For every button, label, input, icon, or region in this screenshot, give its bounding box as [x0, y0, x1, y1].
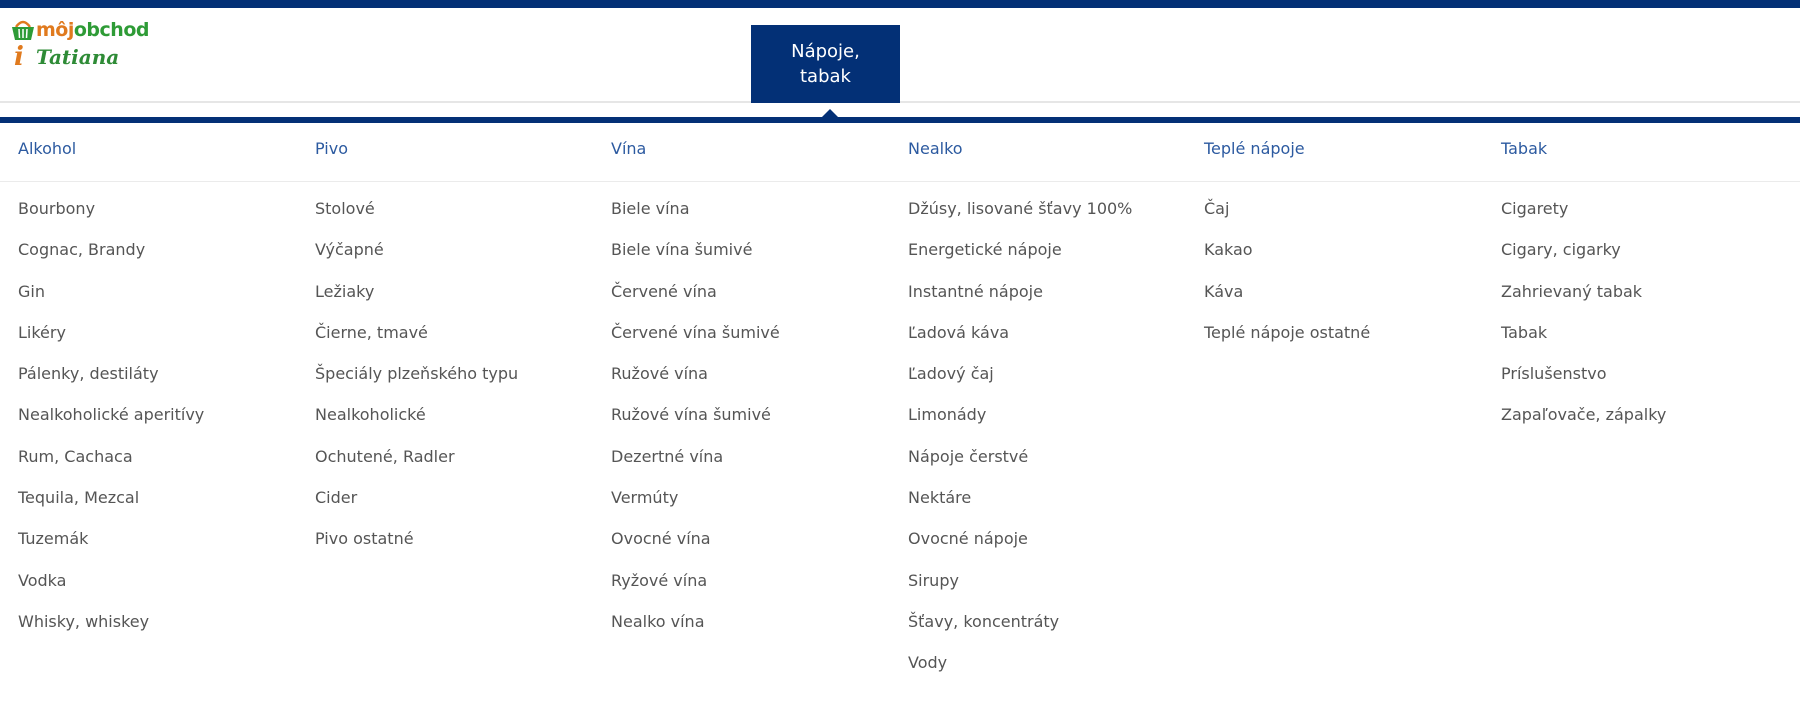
logo-name: Tatiana: [36, 45, 120, 69]
top-accent-stripe: [0, 0, 1800, 8]
subcategory-link[interactable]: Čierne, tmavé: [315, 322, 428, 342]
nav-tab-label-line1: Nápoje,: [791, 41, 860, 62]
subcategory-link[interactable]: Vermúty: [611, 488, 679, 508]
subcategory-list: [18, 188, 308, 642]
subcategory-link[interactable]: Káva: [1204, 281, 1244, 301]
subcategory-link[interactable]: Vody: [908, 653, 948, 673]
subcategory-link[interactable]: Ležiaky: [315, 281, 375, 301]
subcategory-link[interactable]: Instantné nápoje: [908, 281, 1043, 301]
subcategory-list: [1501, 188, 1791, 436]
category-header-row: [0, 123, 1800, 182]
subcategory-link[interactable]: Ľadový čaj: [908, 364, 994, 384]
subcategory-link[interactable]: Nealkoholické: [315, 405, 426, 425]
subcategory-link[interactable]: Špeciály plzeňského typu: [315, 364, 519, 384]
subcategory-list: [908, 188, 1198, 684]
subcategory-link[interactable]: Výčapné: [315, 240, 384, 260]
subcategory-list: [315, 188, 605, 560]
subcategory-link[interactable]: Ružové vína: [611, 364, 708, 384]
subcategory-link[interactable]: Ovocné vína: [611, 529, 711, 549]
category-column-tabak: [1501, 188, 1791, 436]
subcategory-link[interactable]: Zapaľovače, zápalky: [1501, 405, 1667, 425]
subcategory-link[interactable]: Džúsy, lisované šťavy 100%: [908, 199, 1133, 218]
subcategory-link[interactable]: Nealkoholické aperitívy: [18, 405, 205, 425]
category-column-vina: [611, 188, 901, 642]
subcategory-link[interactable]: Teplé nápoje ostatné: [1204, 322, 1371, 342]
category-title-vina[interactable]: Vína: [611, 139, 647, 158]
subcategory-link[interactable]: Limonády: [908, 405, 987, 425]
subcategory-link[interactable]: Dezertné vína: [611, 446, 724, 466]
nav-tab-label: [791, 39, 860, 89]
subcategory-link[interactable]: Zahrievaný tabak: [1501, 281, 1643, 301]
logo-wordmark-suffix: obchod: [73, 19, 149, 41]
site-logo[interactable]: [10, 12, 160, 72]
subcategory-link[interactable]: Sirupy: [908, 570, 959, 590]
category-title-teple-napoje[interactable]: Teplé nápoje: [1204, 139, 1305, 158]
subcategory-list: [611, 188, 901, 642]
subcategory-link[interactable]: Ryžové vína: [611, 570, 708, 590]
category-column-alkohol: [18, 188, 308, 642]
subcategory-link[interactable]: Whisky, whiskey: [18, 611, 150, 631]
category-title-tabak[interactable]: Tabak: [1501, 139, 1548, 158]
logo-wordmark: [36, 18, 149, 42]
subcategory-link[interactable]: Nápoje čerstvé: [908, 446, 1029, 466]
mega-menu: [0, 123, 1800, 706]
subcategory-link[interactable]: Biele vína: [611, 199, 690, 218]
subcategory-link[interactable]: Rum, Cachaca: [18, 446, 133, 466]
subcategory-link[interactable]: Stolové: [315, 199, 375, 218]
nav-tab-napoje-tabak[interactable]: [751, 25, 900, 103]
category-title-nealko[interactable]: Nealko: [908, 139, 963, 158]
subcategory-link[interactable]: Šťavy, koncentráty: [908, 611, 1060, 631]
subcategory-link[interactable]: Energetické nápoje: [908, 240, 1062, 260]
subcategory-link[interactable]: Tequila, Mezcal: [18, 488, 140, 508]
subcategory-link[interactable]: Tuzemák: [18, 529, 89, 549]
subcategory-link[interactable]: Bourbony: [18, 199, 96, 218]
subcategory-link[interactable]: Cigary, cigarky: [1501, 240, 1621, 260]
subcategory-link[interactable]: Čaj: [1204, 199, 1230, 218]
subcategory-link[interactable]: Cider: [315, 488, 358, 508]
category-column-teple-napoje: [1204, 188, 1494, 353]
site-header: [0, 8, 1800, 103]
subcategory-link[interactable]: Nektáre: [908, 488, 972, 508]
logo-initial: i: [14, 42, 24, 72]
subcategory-link[interactable]: Likéry: [18, 322, 66, 342]
subcategory-link[interactable]: Kakao: [1204, 240, 1253, 260]
category-title-alkohol[interactable]: Alkohol: [18, 139, 77, 158]
subcategory-link[interactable]: Ružové vína šumivé: [611, 405, 771, 425]
subcategory-link[interactable]: Ovocné nápoje: [908, 529, 1028, 549]
subcategory-link[interactable]: Nealko vína: [611, 611, 705, 631]
subcategory-link[interactable]: Pivo ostatné: [315, 529, 414, 549]
subcategory-link[interactable]: Vodka: [18, 570, 67, 590]
subcategory-link[interactable]: Cigarety: [1501, 199, 1569, 218]
category-column-nealko: [908, 188, 1198, 684]
category-title-pivo[interactable]: Pivo: [315, 139, 348, 158]
subcategory-link[interactable]: Červené vína: [611, 281, 717, 301]
subcategory-link[interactable]: Tabak: [1501, 322, 1548, 342]
basket-icon: [10, 18, 36, 42]
subcategory-link[interactable]: Cognac, Brandy: [18, 240, 146, 260]
subcategory-link[interactable]: Biele vína šumivé: [611, 240, 753, 260]
subcategory-list: [1204, 188, 1494, 353]
subcategory-link[interactable]: Ochutené, Radler: [315, 446, 455, 466]
category-column-pivo: [315, 188, 605, 560]
subcategory-link[interactable]: Príslušenstvo: [1501, 364, 1607, 384]
subcategory-link[interactable]: Červené vína šumivé: [611, 322, 780, 342]
nav-tab-label-line2: tabak: [800, 66, 851, 87]
subcategory-link[interactable]: Gin: [18, 281, 45, 301]
subcategory-link[interactable]: Pálenky, destiláty: [18, 364, 159, 384]
logo-wordmark-prefix: môj: [36, 19, 74, 41]
subcategory-link[interactable]: Ľadová káva: [908, 322, 1010, 342]
